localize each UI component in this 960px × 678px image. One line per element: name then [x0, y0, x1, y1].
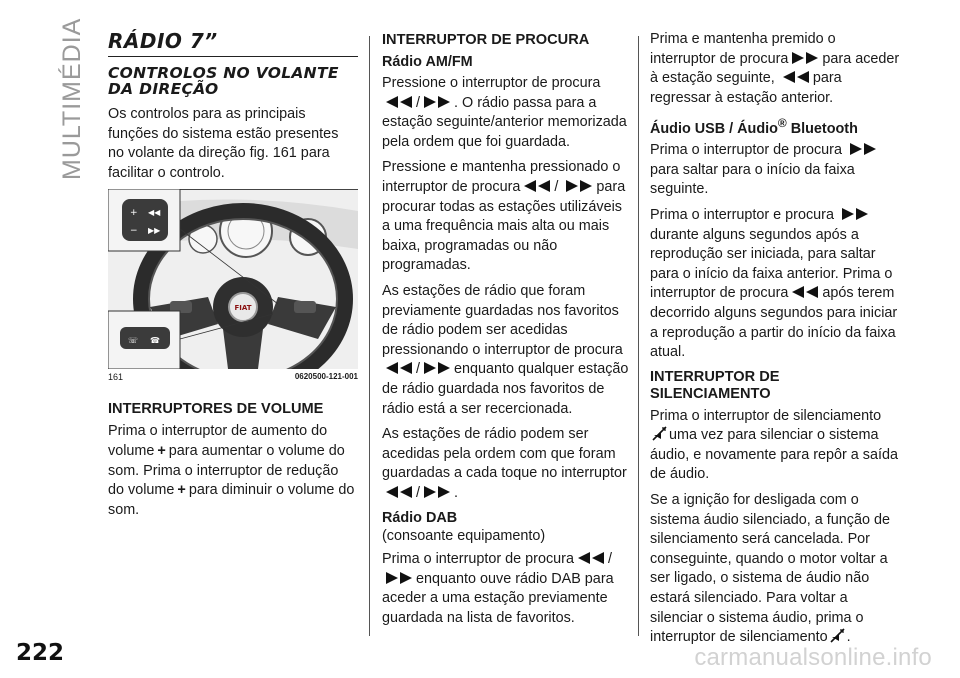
column-divider — [638, 36, 639, 636]
seek-forward-icon — [422, 485, 452, 499]
plus-symbol: + — [157, 442, 166, 459]
figure-code: 0620500-121-001 — [294, 372, 358, 382]
paragraph: As estações de rádio podem ser acedidas pela ordem com que foram guardadas a cada toque no interruptor / . — [382, 426, 627, 501]
paragraph: Prima o interruptor de procura para saltar para o início da faixa seguinte. — [650, 141, 902, 200]
paragraph: Pressione e mantenha pressionado o interruptor de procura / para procurar todas as estações utilizáveis a uma frequência mais alta ou mais baixa, programadas ou não programadas. — [382, 159, 626, 274]
volume-paragraph: Prima o interruptor de aumento do volume + para aumentar o volume do som. Prima o interruptor de redução do volume + para diminuir o volume do som. — [108, 423, 355, 518]
column-3 — [650, 30, 902, 654]
paragraph: Prima o interruptor de silenciamento uma vez para silenciar o sistema áudio, e novamente para repôr a saída de áudio. — [650, 407, 899, 483]
figure-number: 161 — [108, 372, 124, 383]
seek-back-icon — [781, 70, 811, 84]
page-title: RÁDIO 7” — [108, 30, 358, 57]
section-title: CONTROLOS NO VOLANTE DA DIREÇÃO — [108, 64, 339, 98]
seek-back-icon — [384, 485, 414, 499]
seek-forward-icon — [422, 95, 452, 109]
seek-back-icon — [576, 551, 606, 565]
steering-wheel-illustration — [108, 189, 358, 369]
svg-text:◀◀: ◀◀ — [148, 208, 161, 218]
seek-forward-icon — [422, 361, 452, 375]
plus-symbol: + — [177, 482, 186, 499]
section-side-label: MULTIMÉDIA — [58, 17, 86, 180]
seek-forward-icon — [848, 142, 878, 156]
svg-text:−: − — [130, 226, 138, 237]
paragraph: Pressione o interruptor de procura / . O rádio passa para a estação seguinte/anterior memorizada pela ordem que foi guardada. — [382, 75, 627, 150]
svg-text:FIAT: FIAT — [234, 304, 252, 313]
seek-forward-icon — [564, 179, 594, 193]
mute-icon — [830, 628, 845, 643]
svg-text:☏: ☏ — [128, 336, 139, 346]
page-number: 222 — [16, 640, 65, 666]
mute-heading: INTERRUPTOR DE SILENCIAMENTO — [650, 368, 780, 402]
paragraph: Prima o interruptor e procura durante alguns segundos após a reprodução ser iniciada, para saltar para o início da faixa anterior. Prima o interruptor de procura após terem decorrido alguns segundos para iniciar a reprodução a partir do início da faixa atual. — [650, 206, 898, 361]
intro-paragraph: Os controlos para as principais funções do sistema estão presentes no volante da direção fig. 161 para facilitar o controlo. — [108, 106, 339, 181]
paragraph: Prima o interruptor de procura / enquanto ouve rádio DAB para aceder a uma estação previamente guardada na lista de favoritos. — [382, 551, 614, 626]
seek-back-icon — [790, 285, 820, 299]
seek-forward-icon — [840, 207, 870, 221]
seek-heading: INTERRUPTOR DE PROCURA — [382, 32, 590, 48]
paragraph: Prima e mantenha premido o interruptor de procura para aceder à estação seguinte, para regressar à estação anterior. — [650, 31, 900, 106]
watermark: carmanualsonline.info — [694, 644, 932, 671]
dab-heading: Rádio DAB — [382, 510, 458, 527]
dab-note: (consoante equipamento) — [382, 528, 546, 545]
figure-caption — [108, 371, 358, 383]
svg-text:+: + — [130, 208, 138, 219]
volume-heading: INTERRUPTORES DE VOLUME — [108, 401, 324, 418]
figure-161 — [108, 189, 358, 387]
mute-icon — [652, 426, 667, 441]
seek-back-icon — [384, 95, 414, 109]
svg-text:▶▶: ▶▶ — [148, 226, 161, 236]
column-divider — [369, 36, 370, 636]
seek-forward-icon — [384, 571, 414, 585]
column-1 — [108, 30, 358, 526]
paragraph: As estações de rádio que foram previamente guardadas nos favoritos de rádio podem ser acedidas pressionando o interruptor de procura / enquanto qualquer estação de rádio guardada nos favoritos de rádio está a ser recercionada. — [382, 282, 629, 417]
svg-text:☎: ☎ — [150, 336, 160, 346]
am-fm-heading: Rádio AM/FM — [382, 54, 473, 70]
seek-back-icon — [522, 179, 552, 193]
column-2 — [382, 30, 630, 634]
seek-back-icon — [384, 361, 414, 375]
usb-bluetooth-heading: Áudio USB / Áudio® Bluetooth — [650, 116, 858, 138]
seek-forward-icon — [790, 51, 820, 65]
paragraph: Se a ignição for desligada com o sistema áudio silenciado, a função de silenciamento será cancelada. Por conseguinte, quando o motor voltar a ser ligado, o sistema de áudio não estará silenciado. Para voltar a silenciar o sistema áudio, prima o interruptor de silenciamento . — [650, 492, 890, 646]
